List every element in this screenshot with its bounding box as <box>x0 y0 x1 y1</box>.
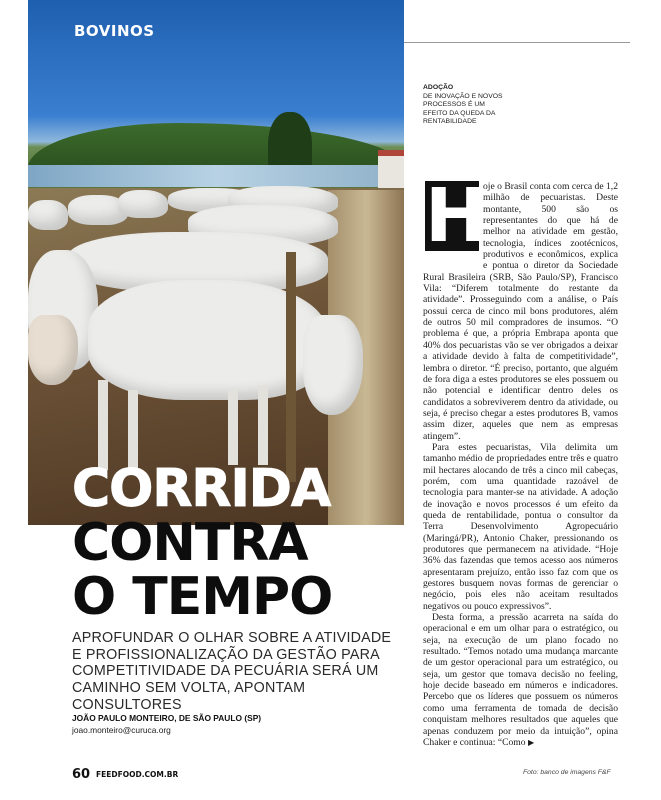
photo-lake <box>28 165 404 187</box>
body-paragraph-3-text: Desta forma, a pressão acarreta na saída do operacional e em um olhar para o estratégico, ou seja, na execução de um plano focado no resultado. “Temos notado uma mudança marcante de um gestor operacional para um estratégico, ou seja, um gestor que tomava decisão no feeling, hoje decide baseado em números e indicadores. Percebo que os líderes que possuem os números como uma ferramenta de tomada de decisão conquistam melhores resultados que aqueles que apenas conduzem por meio da intuição”, opina Chaker e continua: “Como <box>423 612 618 748</box>
headline-line-2: CONTRA <box>72 513 308 573</box>
page-number: 60 <box>72 767 91 782</box>
byline: JOÃO PAULO MONTEIRO, DE SÃO PAULO (SP) <box>72 713 262 723</box>
photo-cow <box>28 200 68 230</box>
photo-fence-post <box>286 252 296 482</box>
cattle-photo <box>28 0 404 525</box>
photo-caption <box>423 84 503 127</box>
author-email[interactable]: joao.monteiro@curuca.org <box>72 725 171 735</box>
headline-line-3: O TEMPO <box>72 567 333 627</box>
photo-cow-head <box>303 315 363 415</box>
photo-cow <box>118 190 168 218</box>
headline <box>72 459 333 627</box>
photo-credit: Foto: banco de imagens F&F <box>523 769 611 776</box>
header-rule <box>404 42 630 43</box>
article-body <box>423 173 618 756</box>
photo-cow-head <box>28 315 78 385</box>
photo-cow-leg <box>228 390 238 465</box>
headline-line-1: CORRIDA <box>72 459 331 519</box>
photo-cow-leg <box>258 385 268 465</box>
subtitle: APROFUNDAR O OLHAR SOBRE A ATIVIDADE E PROFISSIONALIZAÇÃO DA GESTÃO PARA COMPETITIVIDADE DA PECUÁRIA SERÁ UM CAMINHO SEM VOLTA, APONTAM CONSULTORES <box>72 630 392 713</box>
body-paragraph-2: Para estes pecuaristas, Vila delimita um tamanho médio de propriedades entre três e quatro mil hectares alocando de três a cinco mil cabeças, porém, com uma quantidade razoável de tecnologia para manter-se na atividade. A adoção de inovação e novos processos é um efeito da queda de rentabilidade, pontua o consultor da Terra Desenvolvimento Agropecuário (Maringá/PR), Antonio Chaker, pressionando os produtores que permanecem na atividade. “Hoje 36% das fazendas que temos acesso aos números apresentaram prejuízo, então isso faz com que os gestores busquem novas formas de gerenciar o negócio, pois eles não aceitam resultados negativos ou pouco expressivos”. <box>423 441 618 612</box>
dropcap <box>425 173 487 259</box>
caption-text: DE INOVAÇÃO E NOVOS PROCESSOS É UM EFEITO DA QUEDA DA RENTABILIDADE <box>423 92 503 126</box>
dropcap-letter: H <box>425 173 487 259</box>
body-paragraph-3 <box>423 612 618 748</box>
body-paragraph-1: oje o Brasil conta com cerca de 1,2 milhão de pecuaristas. Deste montante, 500 são os representantes do que há de melhor na atividade em gestão, tecnologia, índices zootécnicos, produtivos e econômicos, explica e pontua o diretor da Sociedade Rural Brasileira (SRB, São Paulo/SP), Francisco Vila: “Diferem totalmente do restante da atividade”. Prosseguindo com a análise, o País possui cerca de cinco mil bons produtores, além de outros 50 mil compradores de insumos. “O problema é que, a própria Embrapa aponta que 40% dos pecuaristas vão se ver obrigados a deixar a atividade devido à falta de competitividade”, lembra o diretor. “É preciso, portanto, que alguém de fora diga a estes produtores se eles possuem ou não potencial e identificar dentro deles os candidatos a sobreviverem dentro da atividade, ou seja, é preciso chegar a estes produtores B, vamos assim dizer, aqueles que nem as empresas atingem”. <box>423 181 618 442</box>
section-label: BOVINOS <box>74 22 155 40</box>
photo-cow-leg <box>98 380 108 470</box>
triangle-right-icon: ▶ <box>527 737 535 747</box>
footer-site: FEEDFOOD.COM.BR <box>96 770 179 779</box>
photo-cow-leg <box>128 390 138 470</box>
caption-lead: ADOÇÃO <box>423 84 454 91</box>
photo-treeline <box>28 123 404 168</box>
